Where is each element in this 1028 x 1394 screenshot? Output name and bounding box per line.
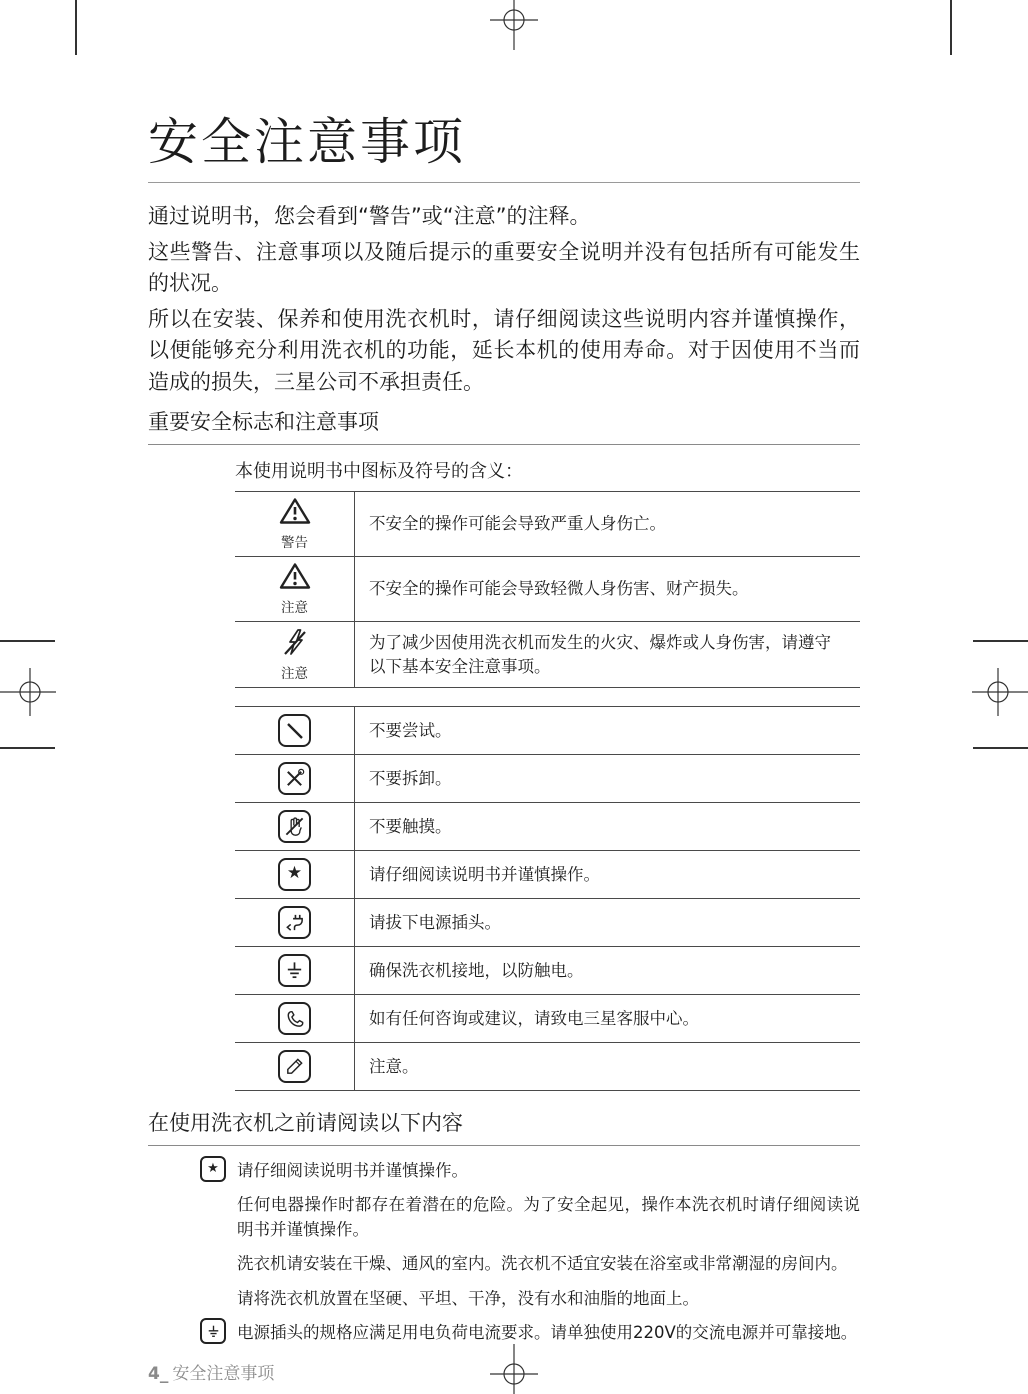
crop-tick-right-lower	[973, 747, 1028, 749]
table-row	[235, 851, 860, 899]
do-not-attempt-icon	[278, 714, 311, 747]
list-item-text: 洗衣机请安装在干燥、通风的室内。洗衣机不适宜安装在浴室或非常潮湿的房间内。	[237, 1254, 848, 1274]
before-use-list	[200, 1156, 860, 1345]
registration-mark-right	[964, 660, 1028, 724]
section-heading-before-use: 在使用洗衣机之前请阅读以下内容	[148, 1107, 860, 1146]
content-column	[148, 112, 860, 1384]
table-row	[235, 707, 860, 755]
list-item	[200, 1318, 860, 1345]
icon-description: 注意。	[369, 1056, 419, 1076]
table-row	[235, 1043, 860, 1091]
intro-paragraph-1: 通过说明书，您会看到“警告”或“注意”的注释。	[148, 204, 591, 228]
registration-mark-left	[0, 660, 64, 724]
list-item	[237, 1190, 860, 1242]
icon-description: 确保洗衣机接地，以防触电。	[369, 960, 584, 980]
phone-icon	[278, 1002, 311, 1035]
note-icon	[278, 1050, 311, 1083]
warning-triangle-icon	[279, 562, 311, 594]
list-item-text: 任何电器操作时都存在着潜在的危险。为了安全起见，操作本洗衣机时请仔细阅读说明书并谨慎操作。	[237, 1195, 860, 1239]
symbols-subheading: 本使用说明书中图标及符号的含义：	[235, 461, 523, 482]
table-row	[235, 557, 860, 622]
symbol-description: 不安全的操作可能会导致轻微人身伤害、财产损失。	[369, 579, 749, 599]
list-item	[237, 1284, 860, 1311]
list-item-text: 请仔细阅读说明书并谨慎操作。	[237, 1161, 468, 1180]
section-heading-symbols: 重要安全标志和注意事项	[148, 406, 860, 445]
symbol-description: 为了减少因使用洗衣机而发生的火灾、爆炸或人身伤害，请遵守以下基本安全注意事项。	[369, 632, 831, 676]
crop-tick-top-left	[75, 0, 77, 55]
table-row	[235, 947, 860, 995]
ground-icon	[278, 954, 311, 987]
icon-label: 警告	[281, 535, 308, 551]
do-not-touch-icon	[278, 810, 311, 843]
symbols-block	[235, 457, 860, 1091]
crop-tick-top-right	[950, 0, 952, 55]
list-item	[237, 1249, 860, 1276]
icon-table	[235, 706, 860, 1091]
table-row	[235, 995, 860, 1043]
symbol-description: 不安全的操作可能会导致严重人身伤亡。	[369, 514, 666, 534]
table-row	[235, 803, 860, 851]
table-row	[235, 622, 860, 688]
list-item-text: 请将洗衣机放置在坚硬、平坦、干净，没有水和油脂的地面上。	[237, 1288, 699, 1308]
icon-label: 注意	[281, 665, 308, 682]
page-footer	[148, 1359, 860, 1384]
icon-description: 不要触摸。	[369, 816, 452, 836]
table-row	[235, 755, 860, 803]
read-manual-star-icon: ★	[200, 1156, 226, 1182]
table-row	[235, 492, 860, 557]
footer-text: 安全注意事项	[172, 1364, 275, 1385]
table-row	[235, 899, 860, 947]
warning-triangle-icon	[279, 497, 311, 529]
icon-description: 不要拆卸。	[369, 768, 452, 788]
fire-hazard-icon	[281, 628, 309, 660]
intro-paragraph-2: 这些警告、注意事项以及随后提示的重要安全说明并没有包括所有可能发生的状况。	[148, 239, 860, 295]
crop-tick-left-lower	[0, 747, 55, 749]
icon-description: 不要尝试。	[369, 720, 452, 740]
ground-icon	[200, 1318, 226, 1344]
title-rule	[148, 182, 860, 183]
page-title: 安全注意事项	[148, 113, 466, 171]
read-manual-star-icon: ★	[278, 858, 311, 891]
icon-description: 请仔细阅读说明书并谨慎操作。	[369, 864, 600, 884]
crop-tick-left-upper	[0, 640, 55, 642]
icon-description: 如有任何咨询或建议，请致电三星客服中心。	[369, 1008, 699, 1028]
registration-mark-top	[480, 0, 548, 50]
do-not-disassemble-icon	[278, 762, 311, 795]
table-gap	[235, 688, 860, 706]
intro-paragraph-3: 所以在安装、保养和使用洗衣机时，请仔细阅读这些说明内容并谨慎操作，以便能够充分利用洗衣机的功能，延长本机的使用寿命。对于因使用不当而造成的损失，三星公司不承担责任。	[148, 306, 860, 394]
list-item	[200, 1156, 860, 1183]
symbol-table	[235, 491, 860, 688]
unplug-icon	[278, 906, 311, 939]
icon-description: 请拔下电源插头。	[369, 912, 501, 932]
list-item-text: 电源插头的规格应满足用电负荷电流要求。请单独使用220V的交流电源并可靠接地。	[237, 1323, 858, 1343]
icon-label: 注意	[281, 600, 308, 616]
footer-page-number: 4_	[148, 1364, 169, 1385]
crop-tick-right-upper	[973, 640, 1028, 642]
